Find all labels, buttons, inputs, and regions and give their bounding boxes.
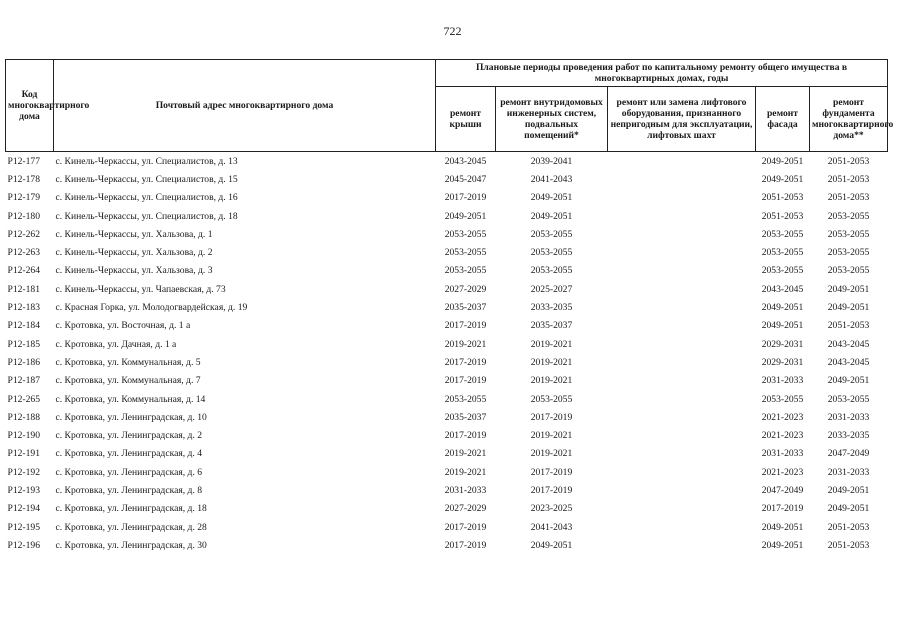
cell-code: P12-264 (7, 265, 41, 277)
cell-code: P12-196 (7, 539, 41, 551)
cell-elevator (608, 372, 756, 390)
cell-facade: 2017-2019 (761, 503, 804, 515)
table-row (6, 225, 888, 243)
cell-roof: 2031-2033 (444, 484, 487, 496)
cell-roof: 2017-2019 (444, 356, 487, 368)
cell-foundation: 2047-2049 (827, 448, 870, 460)
cell-foundation: 2053-2055 (827, 265, 870, 277)
cell-foundation: 2049-2051 (827, 375, 870, 387)
cell-foundation: 2043-2045 (827, 338, 870, 350)
cell-address: с. Кротовка, ул. Коммунальная, д. 7 (55, 375, 201, 387)
header-address: Почтовый адрес многоквартирного дома (54, 60, 436, 152)
cell-address: с. Кротовка, ул. Коммунальная, д. 14 (55, 393, 206, 405)
cell-code: P12-188 (7, 411, 41, 423)
table-row (6, 481, 888, 499)
cell-systems: 2049-2051 (530, 539, 573, 551)
cell-facade: 2031-2033 (761, 375, 804, 387)
cell-facade: 2049-2051 (761, 302, 804, 314)
cell-roof: 2053-2055 (444, 265, 487, 277)
cell-facade: 2051-2053 (761, 210, 804, 222)
cell-elevator (608, 353, 756, 371)
table-row (6, 207, 888, 225)
cell-foundation: 2031-2033 (827, 466, 870, 478)
cell-roof: 2019-2021 (444, 338, 487, 350)
cell-roof: 2053-2055 (444, 247, 487, 259)
cell-roof: 2045-2047 (444, 173, 487, 185)
cell-address: с. Кротовка, ул. Ленинградская, д. 8 (55, 484, 203, 496)
cell-code: P12-195 (7, 521, 41, 533)
cell-roof: 2019-2021 (444, 466, 487, 478)
cell-systems: 2019-2021 (530, 448, 573, 460)
cell-roof: 2049-2051 (444, 210, 487, 222)
cell-elevator (608, 170, 756, 188)
cell-systems: 2019-2021 (530, 356, 573, 368)
cell-foundation: 2051-2053 (827, 155, 870, 167)
cell-systems: 2033-2035 (530, 302, 573, 314)
cell-code: P12-181 (7, 283, 41, 295)
cell-address: с. Кротовка, ул. Ленинградская, д. 30 (55, 539, 207, 551)
cell-elevator (608, 225, 756, 243)
cell-elevator (608, 536, 756, 554)
cell-facade: 2047-2049 (761, 484, 804, 496)
capital-repair-table (5, 59, 894, 555)
cell-code: P12-192 (7, 466, 41, 478)
cell-elevator (608, 280, 756, 298)
cell-roof: 2053-2055 (444, 393, 487, 405)
cell-code: P12-265 (7, 393, 41, 405)
table-row (6, 445, 888, 463)
cell-facade: 2029-2031 (761, 338, 804, 350)
cell-elevator (608, 243, 756, 261)
cell-elevator (608, 317, 756, 335)
cell-roof: 2017-2019 (444, 192, 487, 204)
cell-roof: 2043-2045 (444, 155, 487, 167)
cell-address: с. Кротовка, ул. Коммунальная, д. 5 (55, 356, 201, 368)
cell-facade: 2049-2051 (761, 521, 804, 533)
table-row (6, 426, 888, 444)
cell-elevator (608, 390, 756, 408)
cell-facade: 2021-2023 (761, 411, 804, 423)
cell-roof: 2017-2019 (444, 539, 487, 551)
cell-systems: 2041-2043 (530, 521, 573, 533)
cell-foundation: 2051-2053 (827, 521, 870, 533)
cell-elevator (608, 335, 756, 353)
cell-facade: 2049-2051 (761, 155, 804, 167)
table-row (6, 152, 888, 171)
cell-code: P12-263 (7, 247, 41, 259)
cell-code: P12-194 (7, 503, 41, 515)
cell-roof: 2035-2037 (444, 411, 487, 423)
cell-systems: 2053-2055 (530, 228, 573, 240)
cell-foundation: 2053-2055 (827, 393, 870, 405)
cell-code: P12-178 (7, 173, 41, 185)
table-row (6, 353, 888, 371)
cell-systems: 2017-2019 (530, 484, 573, 496)
cell-elevator (608, 262, 756, 280)
cell-systems: 2049-2051 (530, 192, 573, 204)
cell-elevator (608, 463, 756, 481)
table-header (6, 60, 894, 152)
page-number: 722 (443, 24, 462, 38)
cell-elevator (608, 426, 756, 444)
cell-systems: 2041-2043 (530, 173, 573, 185)
cell-facade: 2053-2055 (761, 393, 804, 405)
cell-facade: 2049-2051 (761, 320, 804, 332)
cell-roof: 2017-2019 (444, 521, 487, 533)
table-row (6, 243, 888, 261)
cell-systems: 2053-2055 (530, 265, 573, 277)
header-facade: ремонт фасада (756, 87, 810, 152)
table-row (6, 408, 888, 426)
cell-address: с. Кротовка, ул. Дачная, д. 1 а (55, 338, 177, 350)
cell-foundation: 2053-2055 (827, 210, 870, 222)
cell-facade: 2029-2031 (761, 356, 804, 368)
cell-foundation: 2043-2045 (827, 356, 870, 368)
cell-code: P12-184 (7, 320, 41, 332)
cell-roof: 2019-2021 (444, 448, 487, 460)
cell-address: с. Кротовка, ул. Ленинградская, д. 2 (55, 430, 203, 442)
cell-facade: 2053-2055 (761, 228, 804, 240)
header-foundation: ремонт фундамента многоквартирного дома** (810, 87, 888, 152)
cell-elevator (608, 445, 756, 463)
cell-facade: 2043-2045 (761, 283, 804, 295)
header-row-group (6, 60, 888, 87)
cell-systems: 2017-2019 (530, 466, 573, 478)
table-row (6, 317, 888, 335)
cell-systems: 2017-2019 (530, 411, 573, 423)
cell-roof: 2017-2019 (444, 320, 487, 332)
cell-systems: 2019-2021 (530, 430, 573, 442)
table-row (6, 170, 888, 188)
table-row (6, 262, 888, 280)
cell-foundation: 2051-2053 (827, 320, 870, 332)
cell-systems: 2053-2055 (530, 247, 573, 259)
cell-code: P12-177 (7, 155, 41, 167)
cell-elevator (608, 500, 756, 518)
table-row (6, 189, 888, 207)
cell-roof: 2035-2037 (444, 302, 487, 314)
cell-systems: 2025-2027 (530, 283, 573, 295)
cell-foundation: 2033-2035 (827, 430, 870, 442)
table-row (6, 518, 888, 536)
cell-systems: 2039-2041 (530, 155, 573, 167)
cell-address: с. Кинель-Черкассы, ул. Хальзова, д. 1 (55, 228, 213, 240)
cell-facade: 2049-2051 (761, 173, 804, 185)
cell-facade: 2051-2053 (761, 192, 804, 204)
cell-foundation: 2051-2053 (827, 192, 870, 204)
cell-facade: 2049-2051 (761, 539, 804, 551)
cell-address: с. Кротовка, ул. Ленинградская, д. 28 (55, 521, 207, 533)
cell-systems: 2053-2055 (530, 393, 573, 405)
table-row (6, 335, 888, 353)
table-body (6, 152, 888, 555)
cell-address: с. Кротовка, ул. Ленинградская, д. 4 (55, 448, 203, 460)
cell-facade: 2031-2033 (761, 448, 804, 460)
cell-address: с. Кинель-Черкассы, ул. Специалистов, д. 15 (55, 173, 238, 185)
cell-elevator (608, 207, 756, 225)
cell-facade: 2021-2023 (761, 466, 804, 478)
cell-code: P12-183 (7, 302, 41, 314)
table-row (6, 500, 888, 518)
cell-elevator (608, 298, 756, 316)
cell-foundation: 2051-2053 (827, 539, 870, 551)
cell-foundation: 2049-2051 (827, 503, 870, 515)
cell-systems: 2023-2025 (530, 503, 573, 515)
cell-foundation: 2053-2055 (827, 228, 870, 240)
cell-address: с. Кинель-Черкассы, ул. Чапаевская, д. 73 (55, 283, 226, 295)
cell-systems: 2049-2051 (530, 210, 573, 222)
cell-address: с. Кинель-Черкассы, ул. Хальзова, д. 3 (55, 265, 213, 277)
header-systems: ремонт внутридомовых инженерных систем, подвальных помещений* (496, 87, 608, 152)
header-code: Код многоквартирного дома (6, 60, 54, 152)
cell-foundation: 2031-2033 (827, 411, 870, 423)
table-row (6, 536, 888, 554)
cell-address: с. Кинель-Черкассы, ул. Хальзова, д. 2 (55, 247, 213, 259)
cell-facade: 2021-2023 (761, 430, 804, 442)
cell-code: P12-262 (7, 228, 41, 240)
table-row (6, 280, 888, 298)
cell-foundation: 2053-2055 (827, 247, 870, 259)
cell-code: P12-187 (7, 375, 41, 387)
cell-facade: 2053-2055 (761, 265, 804, 277)
header-elevator: ремонт или замена лифтового оборудования, признанного непригодным для эксплуатации, лифтовых шахт (608, 87, 756, 152)
cell-foundation: 2049-2051 (827, 283, 870, 295)
cell-elevator (608, 152, 756, 171)
cell-foundation: 2049-2051 (827, 302, 870, 314)
cell-roof: 2027-2029 (444, 503, 487, 515)
cell-code: P12-193 (7, 484, 41, 496)
cell-address: с. Кротовка, ул. Ленинградская, д. 18 (55, 503, 207, 515)
cell-address: с. Кротовка, ул. Ленинградская, д. 10 (55, 411, 207, 423)
cell-address: с. Кинель-Черкассы, ул. Специалистов, д. 13 (55, 155, 238, 167)
cell-roof: 2027-2029 (444, 283, 487, 295)
cell-code: P12-179 (7, 192, 41, 204)
cell-code: P12-185 (7, 338, 41, 350)
cell-address: с. Кинель-Черкассы, ул. Специалистов, д. 16 (55, 192, 238, 204)
cell-address: с. Кротовка, ул. Ленинградская, д. 6 (55, 466, 203, 478)
cell-elevator (608, 518, 756, 536)
cell-code: P12-180 (7, 210, 41, 222)
header-roof: ремонт крыши (436, 87, 496, 152)
header-planned-periods: Плановые периоды проведения работ по капитальному ремонту общего имущества в многоквартирных домах, годы (436, 60, 888, 87)
table-row (6, 372, 888, 390)
table-row (6, 390, 888, 408)
cell-systems: 2035-2037 (530, 320, 573, 332)
cell-address: с. Красная Горка, ул. Молодогвардейская, д. 19 (55, 302, 248, 314)
cell-foundation: 2051-2053 (827, 173, 870, 185)
cell-code: P12-191 (7, 448, 41, 460)
table-row (6, 463, 888, 481)
cell-roof: 2017-2019 (444, 430, 487, 442)
cell-code: P12-186 (7, 356, 41, 368)
cell-code: P12-190 (7, 430, 41, 442)
table-row (6, 298, 888, 316)
cell-address: с. Кротовка, ул. Восточная, д. 1 а (55, 320, 191, 332)
cell-foundation: 2049-2051 (827, 484, 870, 496)
cell-systems: 2019-2021 (530, 338, 573, 350)
cell-elevator (608, 481, 756, 499)
cell-elevator (608, 408, 756, 426)
cell-address: с. Кинель-Черкассы, ул. Специалистов, д. 18 (55, 210, 238, 222)
cell-roof: 2053-2055 (444, 228, 487, 240)
cell-elevator (608, 189, 756, 207)
cell-roof: 2017-2019 (444, 375, 487, 387)
cell-systems: 2019-2021 (530, 375, 573, 387)
cell-facade: 2053-2055 (761, 247, 804, 259)
